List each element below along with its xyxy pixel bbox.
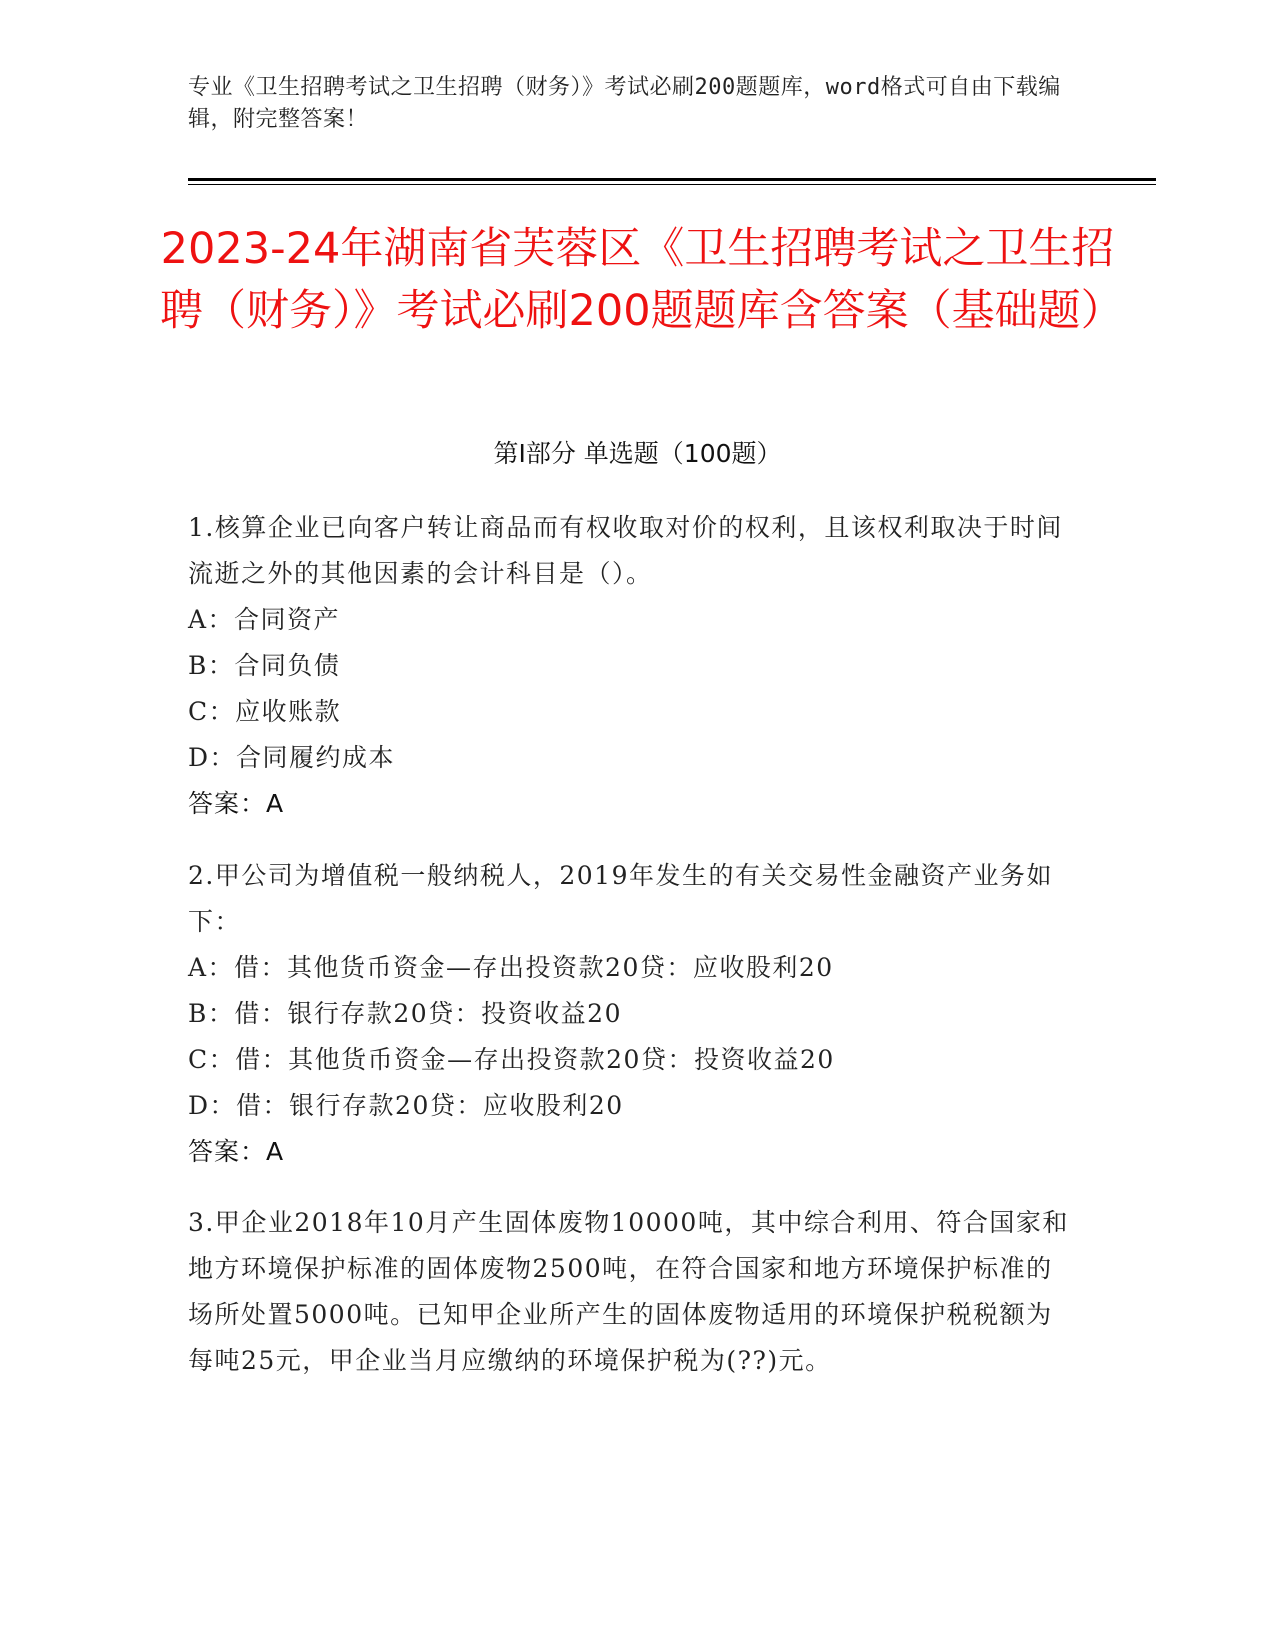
option-c: C：借：其他货币资金—存出投资款20贷：投资收益20 bbox=[188, 1045, 835, 1074]
question-stem: 2.甲公司为增值税一般纳税人，2019年发生的有关交易性金融资产业务如下： bbox=[188, 861, 1053, 936]
question-stem: 1.核算企业已向客户转让商品而有权收取对价的权利，且该权利取决于时间流逝之外的其他因素的会计科目是（）。 bbox=[188, 513, 1063, 588]
answer: 答案：A bbox=[188, 1137, 285, 1166]
answer: 答案：A bbox=[188, 789, 285, 818]
option-d: D：合同履约成本 bbox=[188, 743, 396, 772]
question-1 bbox=[188, 505, 1078, 827]
header-note: 专业《卫生招聘考试之卫生招聘（财务）》考试必刷200题题库，word格式可自由下载编辑，附完整答案！ bbox=[188, 75, 1061, 132]
option-a: A：合同资产 bbox=[188, 605, 341, 634]
option-d: D：借：银行存款20贷：应收股利20 bbox=[188, 1091, 624, 1120]
section-title: 第Ⅰ部分 单选题（100题） bbox=[493, 439, 782, 468]
header-divider-thin bbox=[188, 184, 1156, 185]
question-stem: 3.甲企业2018年10月产生固体废物10000吨，其中综合利用、符合国家和地方环境保护标准的固体废物2500吨，在符合国家和地方环境保护标准的场所处置5000吨。已知甲企业所产生的固体废物适用的环境保护税税额为每吨25元，甲企业当月应缴纳的环境保护税为(??)元。 bbox=[188, 1208, 1069, 1375]
question-2 bbox=[188, 853, 1078, 1175]
option-a: A：借：其他货币资金—存出投资款20贷：应收股利20 bbox=[188, 953, 834, 982]
option-c: C：应收账款 bbox=[188, 697, 342, 726]
document-title: 2023-24年湖南省芙蓉区《卫生招聘考试之卫生招聘（财务）》考试必刷200题题库含答案（基础题） bbox=[160, 224, 1124, 336]
option-b: B：合同负债 bbox=[188, 651, 341, 680]
header-divider-thick bbox=[188, 178, 1156, 181]
question-3 bbox=[188, 1200, 1078, 1384]
option-b: B：借：银行存款20贷：投资收益20 bbox=[188, 999, 622, 1028]
